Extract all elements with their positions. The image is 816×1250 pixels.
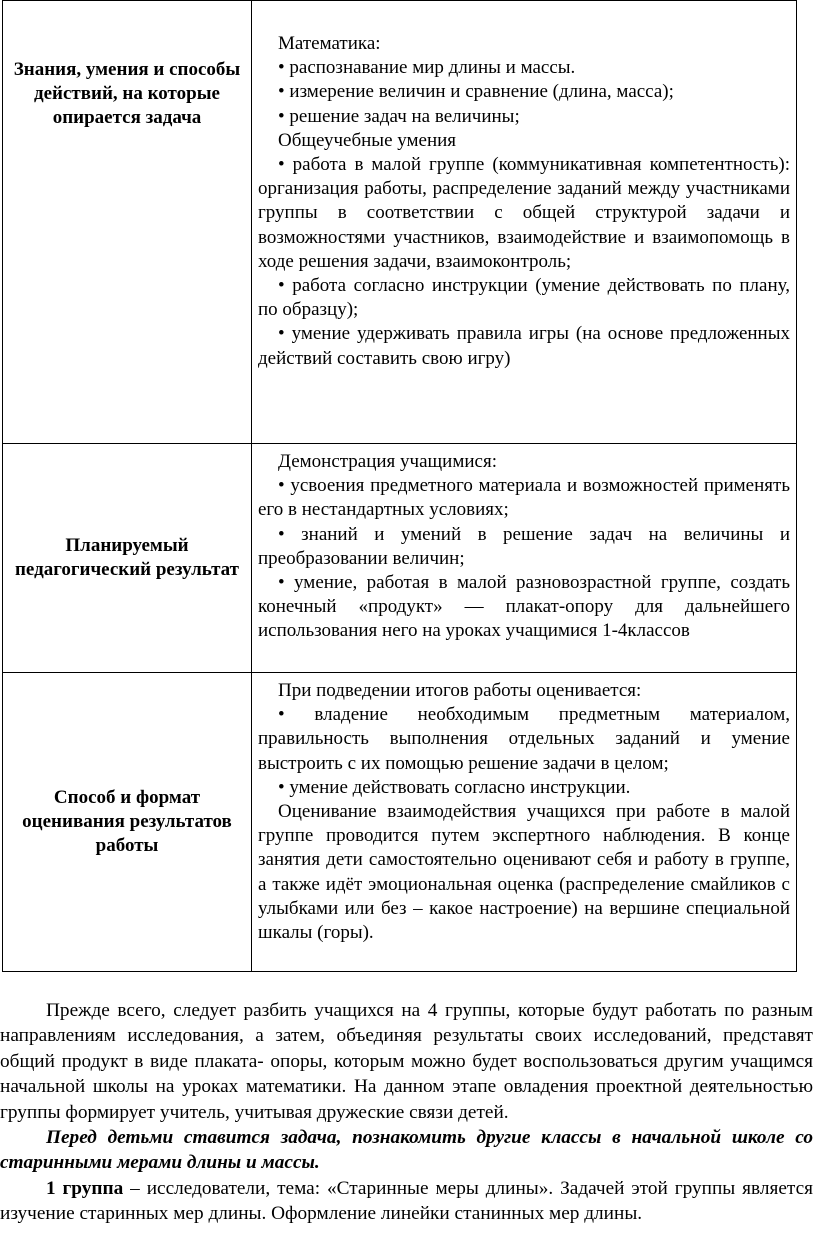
requirements-table [2, 0, 797, 972]
table-row [3, 444, 797, 673]
assessment-paragraph: Оценивание взаимодействия учащихся при работе в малой группе проводится путем экспертного наблюдения. В конце занятия дети самостоятельно оценивают себя и работу в группе, а также идёт эмоциональная оценка (распределение смайликов с улыбками или без – какое настроение) на вершине специальной шкалы (горы). [258, 801, 790, 944]
math-heading: Математика: [278, 33, 381, 54]
list-item: • решение задач на величины; [278, 105, 520, 127]
table-row [3, 673, 797, 972]
list-item: • распознавание мир длины и массы. [278, 57, 576, 79]
row-content-cell [252, 1, 797, 444]
row-label-cell [3, 673, 252, 972]
list-item: • умение, работая в малой разновозрастной группе, создать конечный «продукт» — плакат-опору для дальнейшего использования него на уроках учащимися 1-4классов [258, 572, 790, 642]
result-heading: Демонстрация учащимися: [278, 451, 497, 472]
assessment-heading: При подведении итогов работы оценивается: [278, 680, 642, 701]
row-label: Способ и формат оценивания результатов работы [22, 787, 232, 856]
group-description: – исследователи, тема: «Старинные меры длины». Задачей этой группы является изучение старинных мер длины. Оформление линейки станинных мер длины. [0, 1177, 813, 1225]
list-item: • измерение величин и сравнение (длина, масса); [278, 81, 674, 103]
group-label: 1 группа [46, 1177, 124, 1199]
row-content-cell [252, 444, 797, 673]
paragraph: Прежде всего, следует разбить учащихся на 4 группы, которые будут работать по разным направлениям исследования, а затем, объединяя результаты своих исследований, представят общий продукт в виде плаката- опоры, которым можно будет воспользоваться другим учащимся начальной школы на уроках математики. На данном этапе овладения проектной деятельностью группы формирует учитель, учитывая дружеские связи детей. [0, 1000, 813, 1123]
general-skills-heading: Общеучебные умения [278, 129, 457, 151]
row-label-cell [3, 444, 252, 673]
list-item: • работа в малой группе (коммуникативная компетентность): организация работы, распределение заданий между участниками группы в соответствии с общей структурой задачи и возможностями участников, взаимодействие и взаимопомощь в ходе решения задачи, взаимоконтроль; [258, 154, 790, 272]
list-item: • знаний и умений в решение задач на величины и преобразовании величин; [258, 523, 790, 569]
group-paragraph [0, 1176, 813, 1227]
row-label: Знания, умения и способы действий, на которые опирается задача [13, 59, 241, 128]
list-item: • умение удерживать правила игры (на основе предложенных действий составить свою игру) [258, 323, 790, 369]
list-item: • владение необходимым предметным материалом, правильность выполнения отдельных заданий и умение выстроить с их помощью решение задачи в целом; [258, 704, 790, 774]
task-paragraph: Перед детьми ставится задача, познакомить другие классы в начальной школе со старинными мерами длины и массы. [0, 1127, 813, 1174]
row-label-cell [3, 1, 252, 444]
list-item: • умение действовать согласно инструкции. [278, 776, 631, 798]
list-item: • работа согласно инструкции (умение действовать по плану, по образцу); [258, 275, 790, 321]
row-label: Планируемый педагогический результат [14, 535, 240, 580]
list-item: • усвоения предметного материала и возможностей применять его в нестандартных условиях; [258, 475, 790, 521]
table-row [3, 1, 797, 444]
body-text [0, 998, 813, 1227]
row-content-cell [252, 673, 797, 972]
